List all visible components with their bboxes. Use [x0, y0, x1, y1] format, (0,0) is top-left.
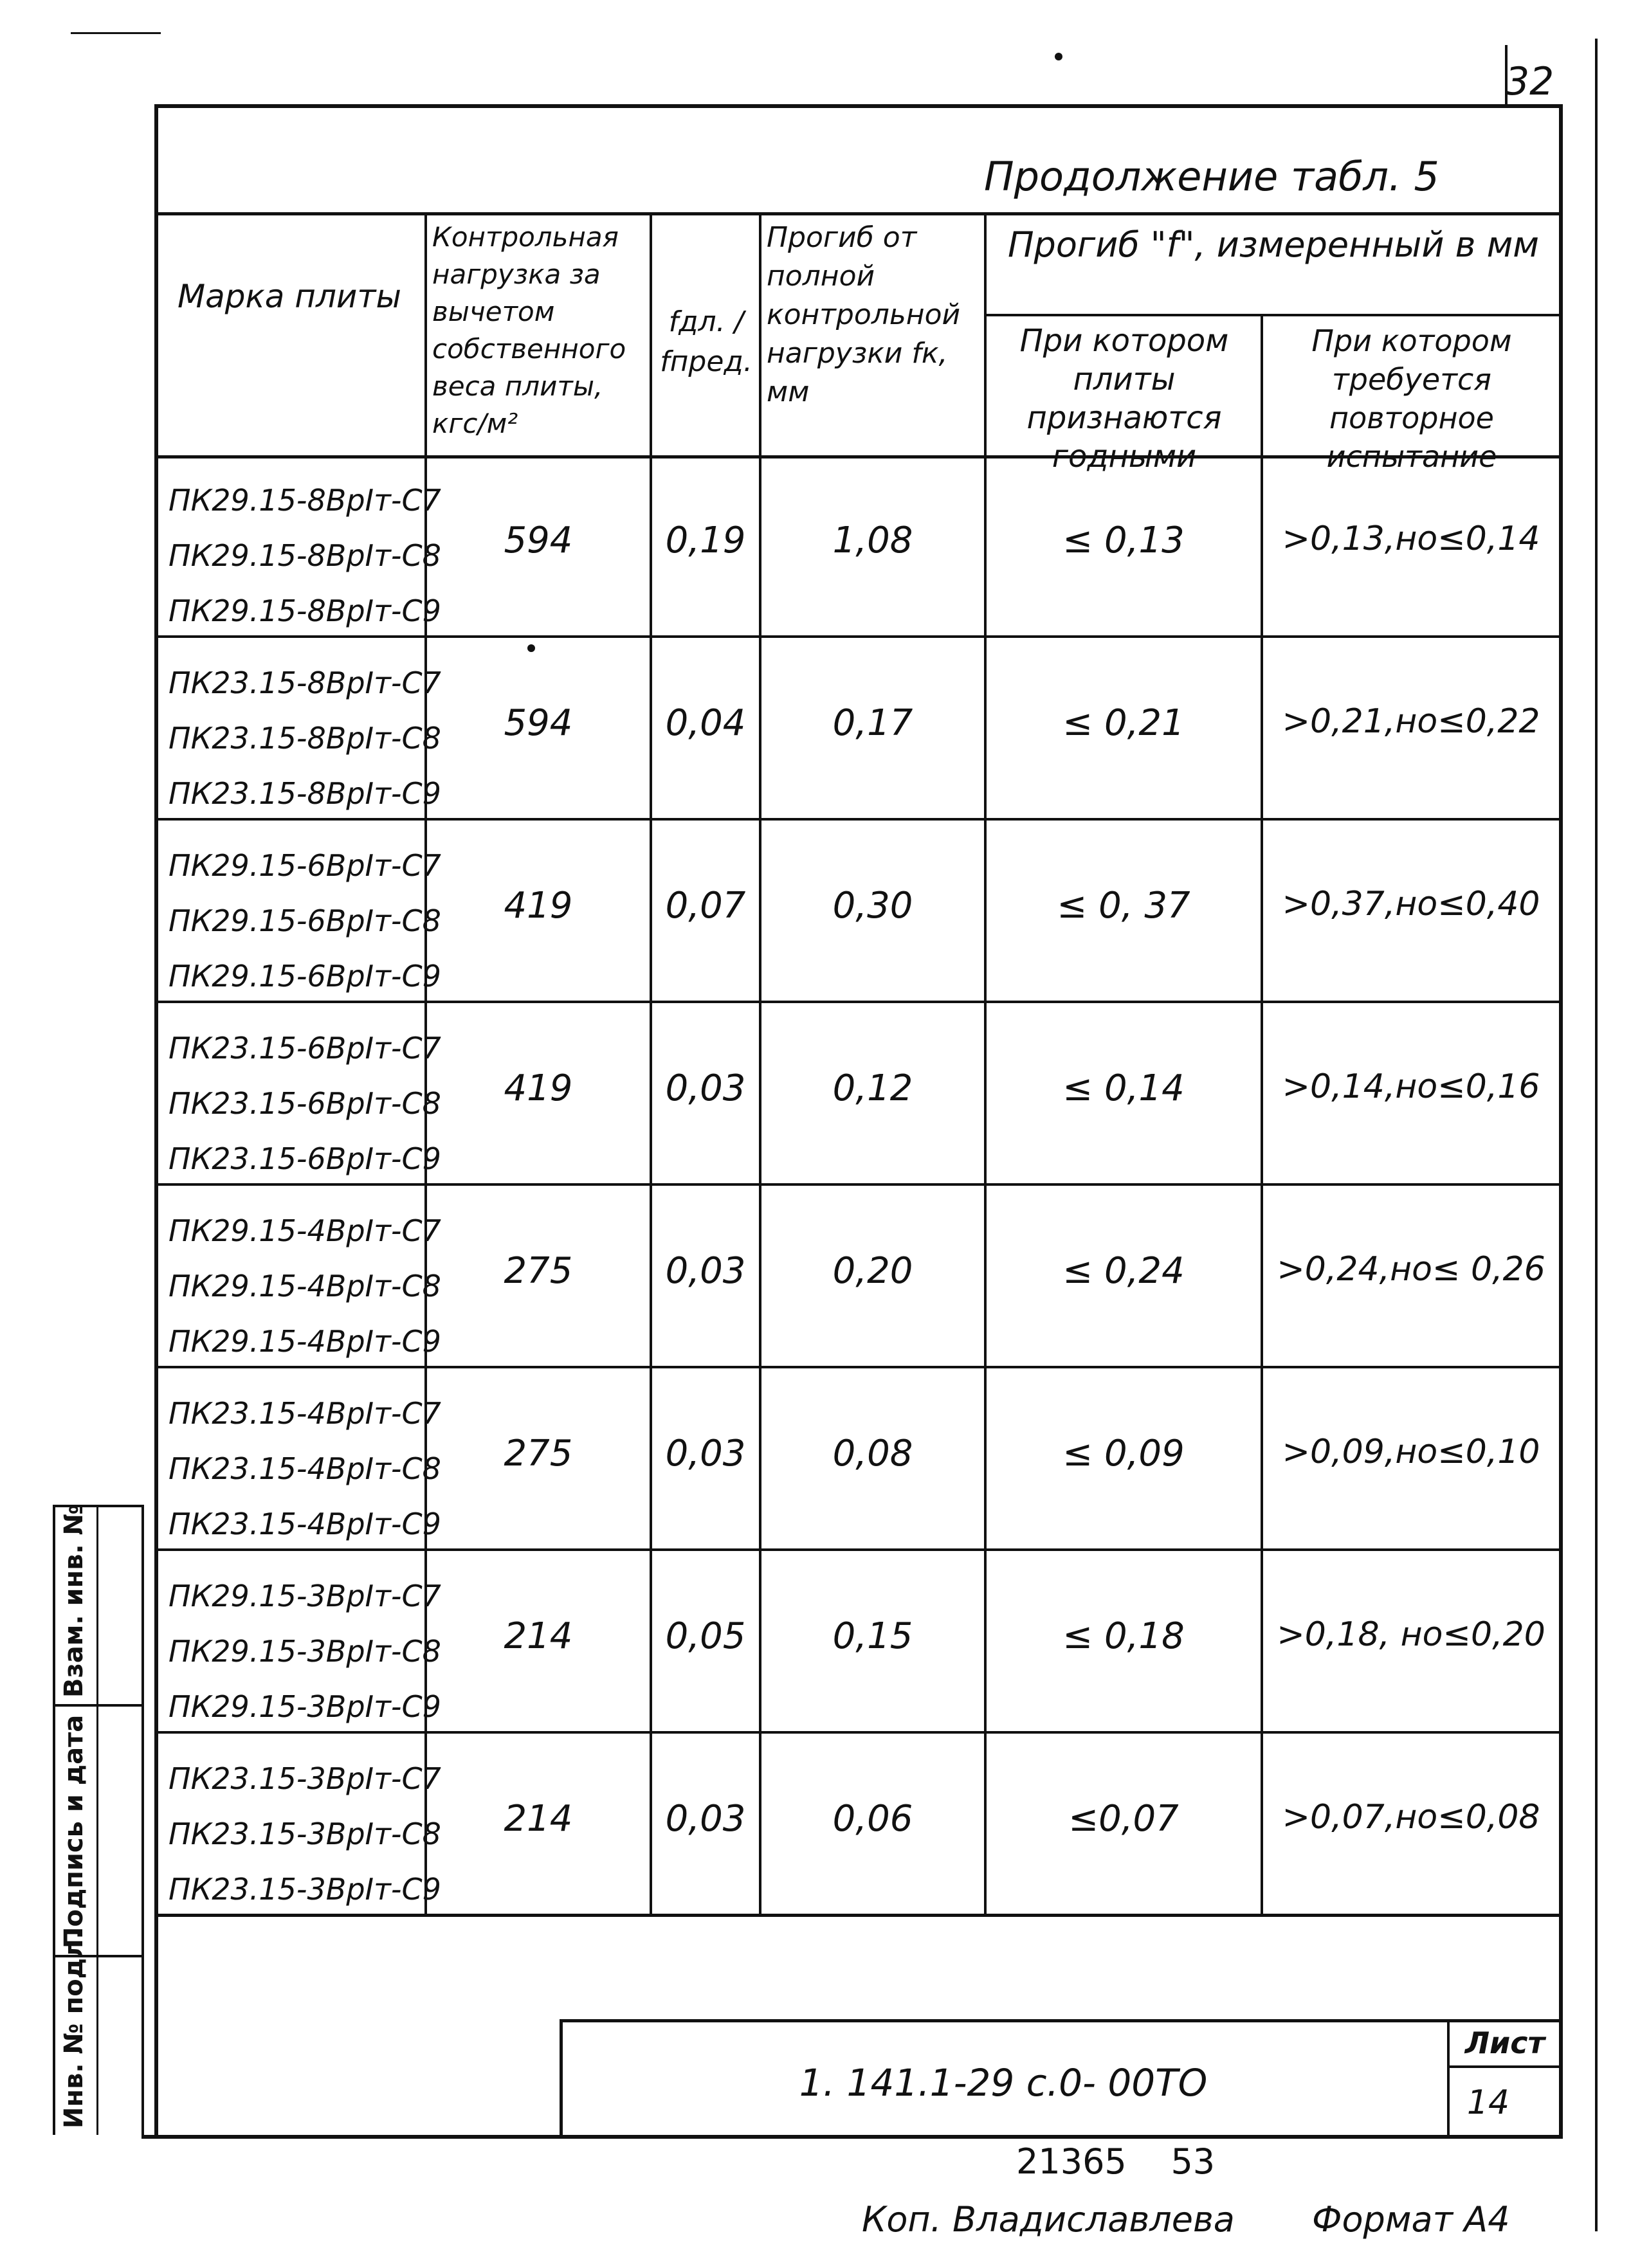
stamp-top-line [560, 2019, 1563, 2022]
row-6-mark-2: ПК23.15-4ВрIт-С8 [169, 1451, 441, 1486]
stamp-designation: 1. 141.1-29 с.0- 00ТО [799, 2061, 1208, 2105]
header-ratio: fдл. / fпред. [660, 305, 752, 378]
row-1-ratio: 0,19 [665, 520, 746, 561]
row-1-retest: >0,13,но≤0,14 [1282, 520, 1540, 558]
row-5-mark-2: ПК29.15-4ВрIт-С8 [169, 1269, 441, 1303]
row-2-mark-2: ПК23.15-8ВрIт-С8 [169, 721, 441, 756]
row-7-mark-2: ПК29.15-3ВрIт-С8 [169, 1634, 441, 1669]
row-3-deflection: 0,30 [832, 885, 913, 927]
subheader-line [984, 314, 1563, 316]
frame-bottom [141, 2135, 1563, 2139]
row-8-mark-3: ПК23.15-3ВрIт-С9 [169, 1872, 441, 1907]
outer-right-edge [1595, 39, 1598, 2231]
row-3-mark-2: ПК29.15-6ВрIт-С8 [169, 903, 441, 938]
side-inner-line [96, 1505, 98, 2135]
row-8-mark-2: ПК23.15-3ВрIт-С8 [169, 1817, 441, 1851]
footer-format: Формат А4 [1312, 2199, 1510, 2240]
row-4-load: 419 [504, 1067, 573, 1109]
row-4-deflection: 0,12 [832, 1067, 913, 1109]
row-3-ratio: 0,07 [665, 885, 746, 927]
row-8-ratio: 0,03 [665, 1798, 746, 1840]
row-7-retest: >0,18, но≤0,20 [1277, 1615, 1545, 1654]
frame-right [1559, 104, 1563, 2136]
row-3-mark-3: ПК29.15-6ВрIт-С9 [169, 959, 441, 993]
scan-speck-row2 [527, 644, 535, 652]
row-3-mark-1: ПК29.15-6ВрIт-С7 [169, 848, 441, 883]
row-7-load: 214 [504, 1615, 573, 1657]
footer-copied-by: Коп. Владиславлева [862, 2199, 1235, 2240]
row-6-retest: >0,09,но≤0,10 [1282, 1433, 1540, 1471]
row-4-retest: >0,14,но≤0,16 [1282, 1067, 1540, 1106]
row-5-deflection: 0,20 [832, 1250, 913, 1292]
table-caption: Продолжение табл. 5 [984, 153, 1439, 200]
frame-top [154, 104, 1563, 108]
table-top-line [154, 212, 1563, 215]
row-1-mark-3: ПК29.15-8ВрIт-С9 [169, 594, 441, 628]
row-5-load: 275 [504, 1250, 573, 1292]
header-retest: При котором требуется повторное испытание [1311, 323, 1512, 474]
row-1-load: 594 [504, 520, 573, 561]
footer-numbers: 21365 53 [1016, 2141, 1216, 2182]
row-6-fit: ≤ 0,09 [1062, 1433, 1185, 1474]
row-2-load: 594 [504, 702, 573, 744]
row-4-fit: ≤ 0,14 [1062, 1067, 1185, 1109]
top-left-mark [71, 32, 161, 34]
row-5-fit: ≤ 0,24 [1062, 1250, 1185, 1292]
row-5-mark-1: ПК29.15-4ВрIт-С7 [169, 1213, 441, 1248]
page-number: 32 [1505, 59, 1554, 104]
row-7-deflection: 0,15 [832, 1615, 913, 1657]
row-3-load: 419 [504, 885, 573, 927]
stamp-sheet-line [1447, 2065, 1563, 2068]
row-7-fit: ≤ 0,18 [1062, 1615, 1185, 1657]
frame-left [154, 104, 158, 2136]
scan-speck-top [1055, 53, 1062, 60]
row-7-mark-3: ПК29.15-3ВрIт-С9 [169, 1689, 441, 1724]
row-4-mark-1: ПК23.15-6ВрIт-С7 [169, 1031, 441, 1066]
side-label-inv-orig: Инв. № подл. [59, 1929, 89, 2128]
row-6-ratio: 0,03 [665, 1433, 746, 1474]
row-4-mark-2: ПК23.15-6ВрIт-С8 [169, 1086, 441, 1121]
row-4-mark-3: ПК23.15-6ВрIт-С9 [169, 1141, 441, 1176]
stamp-left-line [560, 2019, 563, 2136]
side-column-left [53, 1505, 55, 2135]
row-8-fit: ≤0,07 [1068, 1798, 1179, 1840]
row-2-mark-3: ПК23.15-8ВрIт-С9 [169, 776, 441, 811]
side-line-1 [53, 1704, 144, 1707]
side-column-right [141, 1505, 144, 2135]
row-3-fit: ≤ 0, 37 [1057, 885, 1190, 927]
row-4-ratio: 0,03 [665, 1067, 746, 1109]
stamp-sheet-number: 14 [1466, 2083, 1510, 2122]
row-1-fit: ≤ 0,13 [1062, 520, 1185, 561]
header-measured-group: Прогиб "f", измеренный в мм [1007, 224, 1540, 265]
header-control-load: Контрольная нагрузка за вычетом собственного веса плиты, кгс/м² [432, 221, 626, 439]
header-deflection-full: Прогиб от полной контрольной нагрузки fк, мм [767, 221, 961, 408]
stamp-sheet-label: Лист [1464, 2026, 1545, 2060]
row-8-mark-1: ПК23.15-3ВрIт-С7 [169, 1761, 441, 1796]
row-2-deflection: 0,17 [832, 702, 913, 744]
row-2-ratio: 0,04 [665, 702, 746, 744]
row-6-load: 275 [504, 1433, 573, 1474]
row-8-load: 214 [504, 1798, 573, 1840]
row-1-mark-2: ПК29.15-8ВрIт-С8 [169, 538, 441, 573]
side-label-signature-date: Подпись и дата [59, 1714, 89, 1948]
row-8-deflection: 0,06 [832, 1798, 913, 1840]
row-2-fit: ≤ 0,21 [1062, 702, 1185, 744]
col-line-4 [984, 212, 987, 1915]
row-5-ratio: 0,03 [665, 1250, 746, 1292]
row-7-ratio: 0,05 [665, 1615, 746, 1657]
header-mark: Марка плиты [178, 278, 401, 315]
row-2-mark-1: ПК23.15-8ВрIт-С7 [169, 666, 441, 700]
col-line-2 [650, 212, 652, 1915]
row-8-retest: >0,07,но≤0,08 [1282, 1798, 1540, 1837]
row-2-retest: >0,21,но≤0,22 [1282, 702, 1540, 741]
row-7-mark-1: ПК29.15-3ВрIт-С7 [169, 1579, 441, 1613]
row-3-retest: >0,37,но≤0,40 [1282, 885, 1540, 923]
row-5-mark-3: ПК29.15-4ВрIт-С9 [169, 1324, 441, 1359]
row-1-deflection: 1,08 [832, 520, 913, 561]
row-6-deflection: 0,08 [832, 1433, 913, 1474]
row-5-retest: >0,24,но≤ 0,26 [1277, 1250, 1545, 1289]
row-6-mark-3: ПК23.15-4ВрIт-С9 [169, 1507, 441, 1541]
row-1-mark-1: ПК29.15-8ВрIт-С7 [169, 483, 441, 518]
side-label-replace-inv: Взам. инв. № [59, 1504, 89, 1698]
header-fit: При котором плиты признаются годными [1019, 323, 1229, 475]
col-line-3 [759, 212, 761, 1915]
row-6-mark-1: ПК23.15-4ВрIт-С7 [169, 1396, 441, 1431]
